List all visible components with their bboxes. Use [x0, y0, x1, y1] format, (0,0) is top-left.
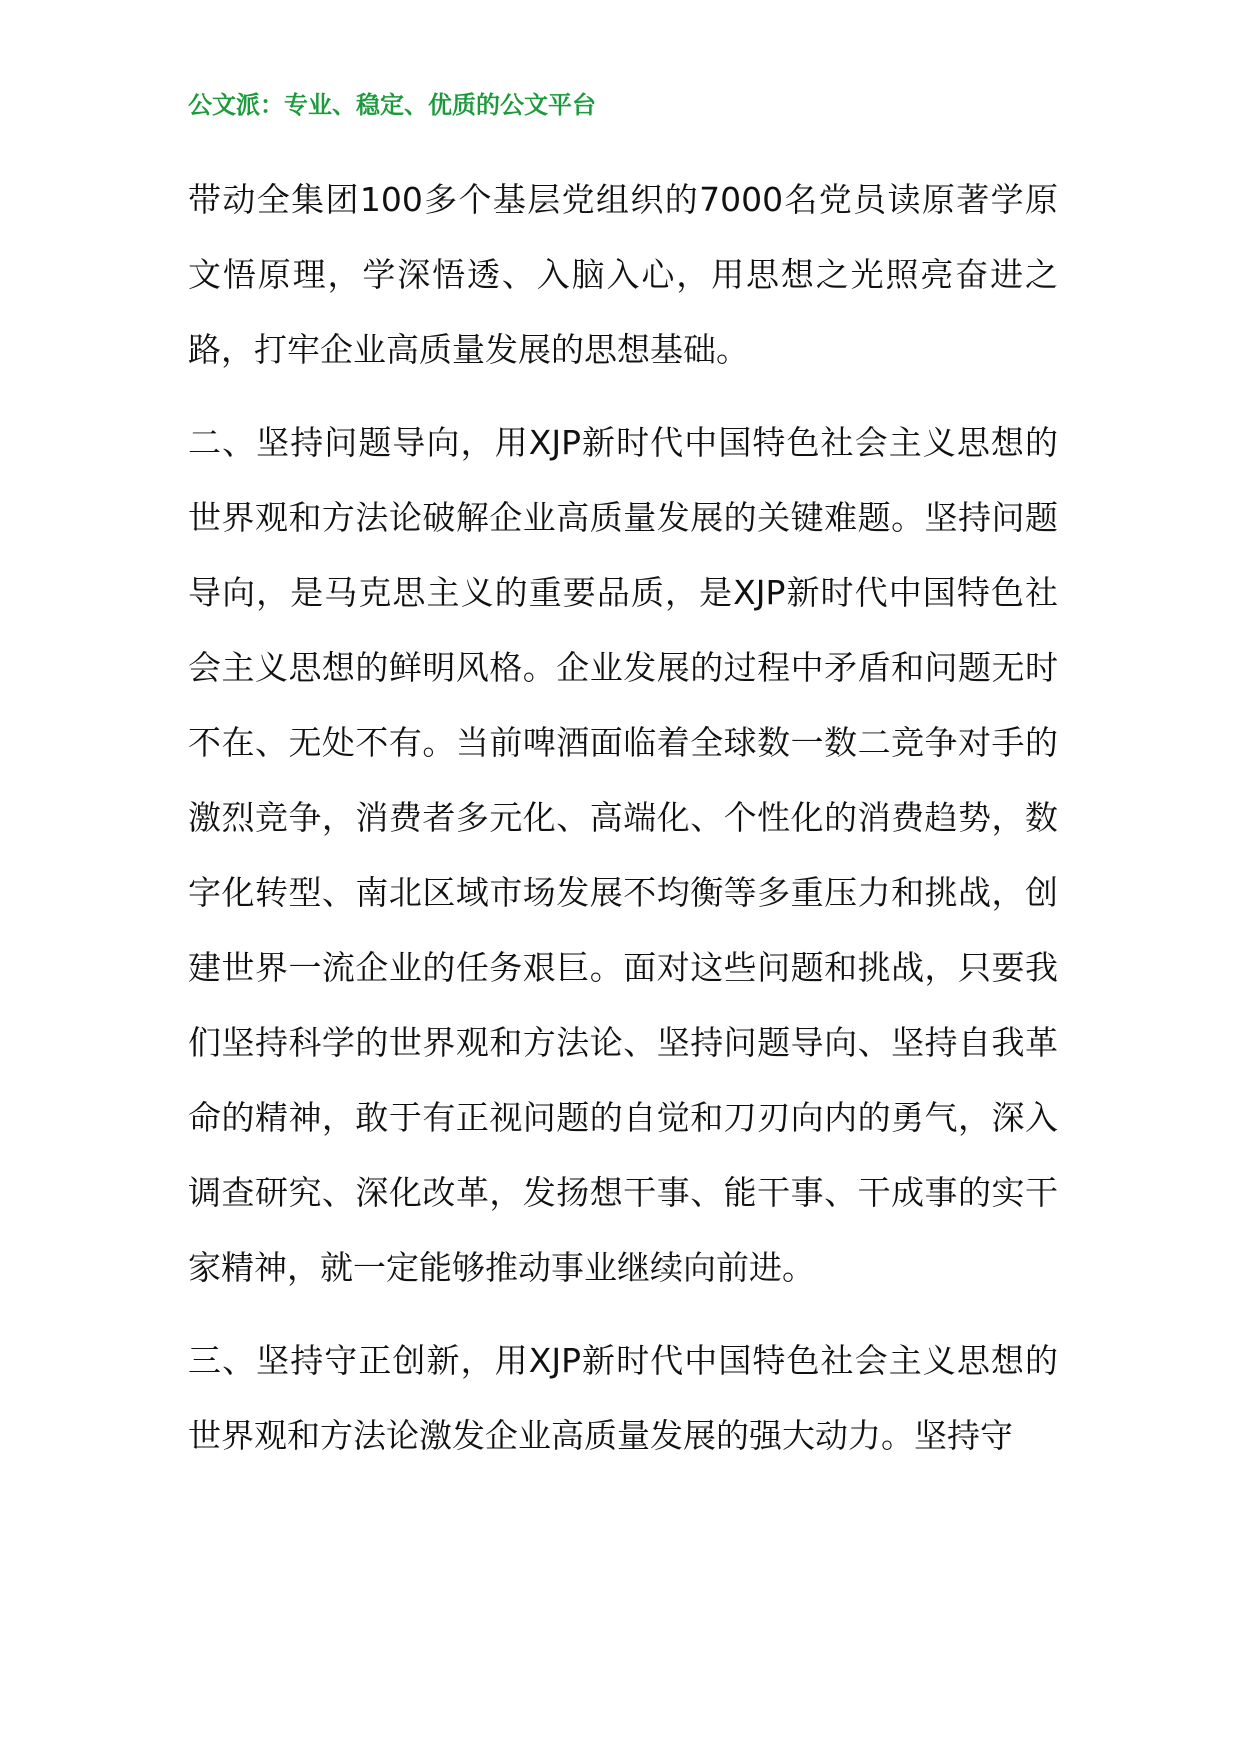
paragraph: 二、坚持问题导向，用XJP新时代中国特色社会主义思想的世界观和方法论破解企业高质量发展的关键难题。坚持问题导向，是马克思主义的重要品质，是XJP新时代中国特色社会主义思想的鲜明风格。企业发展的过程中矛盾和问题无时不在、无处不有。当前啤酒面临着全球数一数二竞争对手的激烈竞争，消费者多元化、高端化、个性化的消费趋势，数字化转型、南北区域市场发展不均衡等多重压力和挑战，创建世界一流企业的任务艰巨。面对这些问题和挑战，只要我们坚持科学的世界观和方法论、坚持问题导向、坚持自我革命的精神，敢于有正视问题的自觉和刀刃向内的勇气，深入调查研究、深化改革，发扬想干事、能干事、干成事的实干家精神，就一定能够推动事业继续向前进。: [188, 423, 1058, 1287]
paragraph: 三、坚持守正创新，用XJP新时代中国特色社会主义思想的世界观和方法论激发企业高质量发展的强大动力。坚持守: [188, 1341, 1058, 1455]
header-banner: 公文派：专业、稳定、优质的公文平台: [188, 91, 596, 119]
paragraph: 带动全集团100多个基层党组织的7000名党员读原著学原文悟原理，学深悟透、入脑入心，用思想之光照亮奋进之路，打牢企业高质量发展的思想基础。: [188, 180, 1058, 369]
document-body: [188, 162, 1058, 1491]
